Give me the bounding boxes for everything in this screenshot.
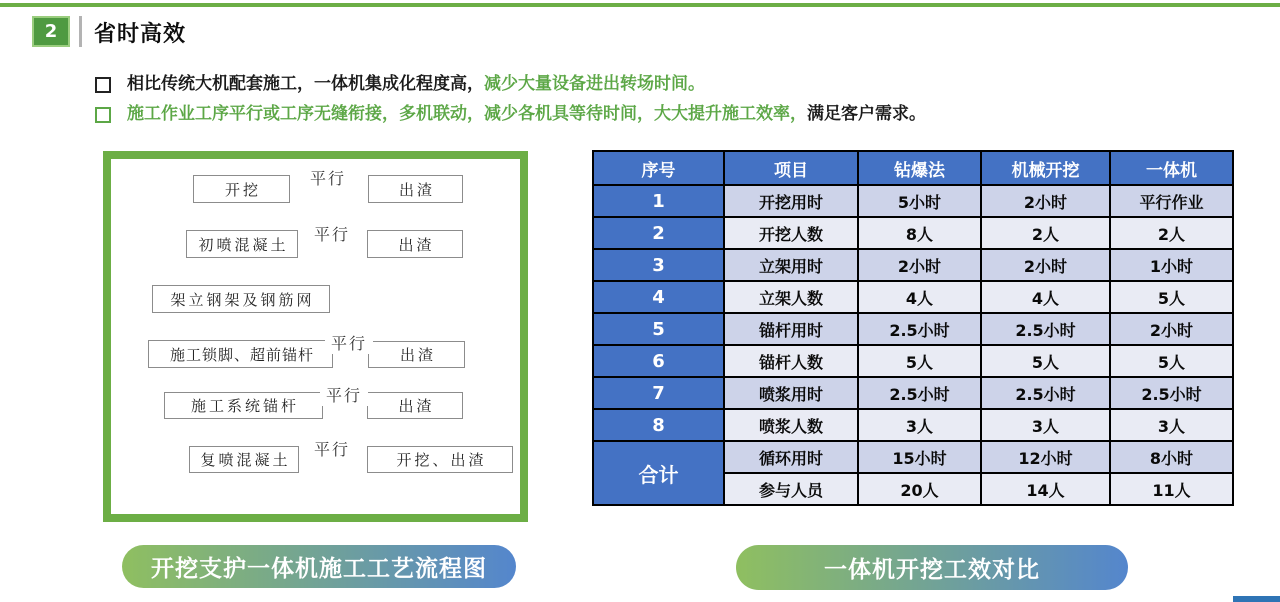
- bullet-text-segment: 减少大量设备进出转场时间。: [484, 74, 705, 94]
- row-number-cell: 1: [593, 185, 724, 217]
- flow-node-excavate: 开挖: [193, 175, 290, 203]
- table-row: [593, 313, 1233, 345]
- table-cell: 循环用时: [724, 441, 858, 473]
- flow-node-slag: 出渣: [368, 175, 463, 203]
- bullet-text: [127, 104, 926, 125]
- table-total-row: [593, 441, 1233, 473]
- flowchart-caption-pill: [122, 545, 516, 588]
- flow-node-slag: 出渣: [367, 392, 463, 419]
- table-cell: 8人: [858, 217, 981, 249]
- parallel-label: 平行: [304, 166, 352, 189]
- table-row: [593, 345, 1233, 377]
- table-header-cell: 钻爆法: [858, 151, 981, 185]
- table-cell: 开挖用时: [724, 185, 858, 217]
- table-row: [593, 409, 1233, 441]
- parallel-label: 平行: [308, 437, 356, 460]
- table-cell: 1小时: [1110, 249, 1233, 281]
- section-number: 2: [44, 21, 58, 42]
- table-cell: 平行作业: [1110, 185, 1233, 217]
- table-cell: 5人: [858, 345, 981, 377]
- row-number-cell: 3: [593, 249, 724, 281]
- page-title: 省时高效: [94, 22, 187, 47]
- table-cell: 3人: [981, 409, 1110, 441]
- header-divider: [79, 16, 82, 47]
- table-row: [593, 249, 1233, 281]
- table-cell: 5人: [1110, 281, 1233, 313]
- row-number-cell: 7: [593, 377, 724, 409]
- table-cell: 2.5小时: [858, 377, 981, 409]
- table-cell: 2.5小时: [981, 313, 1110, 345]
- parallel-label: 平行: [320, 383, 368, 406]
- table-cell: 2人: [981, 217, 1110, 249]
- table-cell: 8小时: [1110, 441, 1233, 473]
- table-cell: 20人: [858, 473, 981, 505]
- table-cell: 12小时: [981, 441, 1110, 473]
- table-cell: 2小时: [1110, 313, 1233, 345]
- bullet-text-segment: 施工作业工序平行或工序无缝衔接，多机联动，减少各机具等待时间，大大提升施工效率，: [127, 104, 807, 124]
- bullet-square-icon: [95, 77, 111, 93]
- table-header-cell: 一体机: [1110, 151, 1233, 185]
- table-header-cell: 项目: [724, 151, 858, 185]
- comparison-table-head: [593, 151, 1233, 185]
- table-cell: 11人: [1110, 473, 1233, 505]
- table-row: [593, 217, 1233, 249]
- table-cell: 喷浆人数: [724, 409, 858, 441]
- flow-node-first-spray: 初喷混凝土: [186, 230, 298, 258]
- flow-node-erect-steel: 架立钢架及钢筋网: [152, 285, 330, 313]
- top-accent-line: [0, 3, 1280, 7]
- table-row: [593, 185, 1233, 217]
- table-cell: 开挖人数: [724, 217, 858, 249]
- table-cell: 5人: [981, 345, 1110, 377]
- flow-node-system-bolt: 施工系统锚杆: [164, 392, 323, 419]
- bullet-text-segment: 满足客户需求。: [807, 104, 926, 124]
- table-cell: 立架用时: [724, 249, 858, 281]
- table-cell: 4人: [981, 281, 1110, 313]
- table-cell: 2.5小时: [858, 313, 981, 345]
- table-cell: 4人: [858, 281, 981, 313]
- table-caption: 一体机开挖工效对比: [824, 557, 1040, 583]
- bullet-text-segment: 相比传统大机配套施工，一体机集成化程度高，: [127, 74, 484, 94]
- row-number-cell: 4: [593, 281, 724, 313]
- total-label-cell: 合计: [593, 441, 724, 505]
- bullet-item: [95, 74, 705, 95]
- corner-accent-bar: [1233, 596, 1280, 602]
- table-cell: 3人: [1110, 409, 1233, 441]
- table-cell: 15小时: [858, 441, 981, 473]
- table-cell: 锚杆用时: [724, 313, 858, 345]
- row-number-cell: 8: [593, 409, 724, 441]
- table-header-cell: 序号: [593, 151, 724, 185]
- table-cell: 14人: [981, 473, 1110, 505]
- flow-node-re-spray: 复喷混凝土: [189, 446, 299, 473]
- flow-node-excavate-slag: 开挖、出渣: [367, 446, 513, 473]
- table-cell: 2人: [1110, 217, 1233, 249]
- comparison-table-body: [593, 185, 1233, 505]
- bullet-item: [95, 104, 926, 125]
- table-row: [593, 377, 1233, 409]
- table-cell: 2小时: [858, 249, 981, 281]
- row-number-cell: 2: [593, 217, 724, 249]
- flowchart-caption: 开挖支护一体机施工工艺流程图: [151, 556, 487, 582]
- table-cell: 2小时: [981, 249, 1110, 281]
- table-caption-pill: [736, 545, 1128, 590]
- comparison-table: [592, 150, 1234, 506]
- flow-node-lock-foot-bolt: 施工锁脚、超前锚杆: [148, 340, 333, 368]
- table-cell: 喷浆用时: [724, 377, 858, 409]
- table-cell: 3人: [858, 409, 981, 441]
- row-number-cell: 5: [593, 313, 724, 345]
- table-cell: 参与人员: [724, 473, 858, 505]
- parallel-label: 平行: [325, 331, 373, 354]
- table-cell: 2.5小时: [981, 377, 1110, 409]
- table-cell: 锚杆人数: [724, 345, 858, 377]
- bullet-text: [127, 74, 705, 95]
- parallel-label: 平行: [308, 222, 356, 245]
- table-header-row: [593, 151, 1233, 185]
- row-number-cell: 6: [593, 345, 724, 377]
- table-cell: 5小时: [858, 185, 981, 217]
- flow-node-slag: 出渣: [368, 341, 465, 368]
- table-row: [593, 281, 1233, 313]
- table-cell: 2.5小时: [1110, 377, 1233, 409]
- table-cell: 立架人数: [724, 281, 858, 313]
- bullet-square-icon: [95, 107, 111, 123]
- table-cell: 5人: [1110, 345, 1233, 377]
- flow-node-slag: 出渣: [367, 230, 463, 258]
- table-cell: 2小时: [981, 185, 1110, 217]
- table-header-cell: 机械开挖: [981, 151, 1110, 185]
- section-number-badge: [32, 16, 70, 47]
